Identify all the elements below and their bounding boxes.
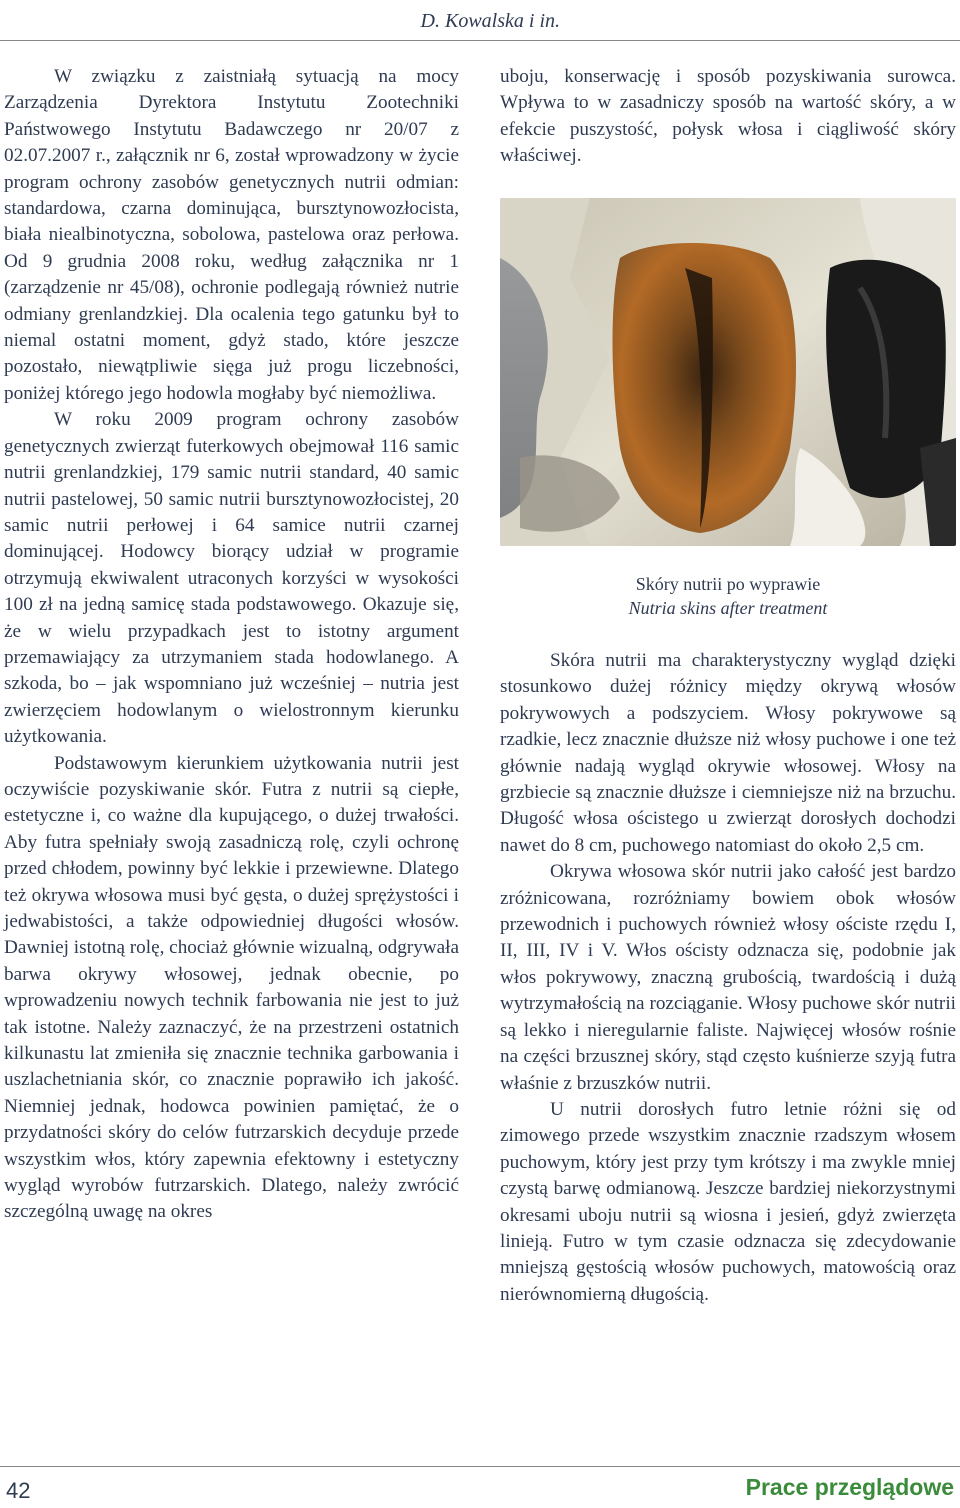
right-column-top bbox=[500, 64, 956, 170]
left-paragraph-2: W roku 2009 program ochrony zasobów genetycznych zwierząt futerkowych obejmował 116 samic nutrii grenlandzkiej, 179 samic nutrii standard, 40 samic nutrii pastelowej, 50 samic nutrii bursztynowozłocistej, 20 samic nutrii perłowej i 64 samice nutrii czarnej dominującej. Hodowcy biorący udział w programie otrzymują ekwiwalent utraconych korzyści w wysokości 100 zł na jedną samicę stada podstawowego. Okazuje się, że w wielu przypadkach jest to istotny argument przemawiający za utrzymaniem stada hodowlanego. A szkoda, bo – jak wspomniano już wcześniej – nutria jest zwierzęciem hodowlanym o wielostronnym kierunku użytkowania. bbox=[4, 409, 459, 748]
running-title: D. Kowalska i in. bbox=[420, 10, 560, 32]
page-header bbox=[0, 0, 960, 46]
footer-rule bbox=[0, 1466, 960, 1467]
right-paragraph-1: Skóra nutrii ma charakterystyczny wygląd dzięki stosunkowo dużej różnicy między okrywą włosów pokrywowych a podszyciem. Włosy pokrywowe są rzadkie, lecz znacznie dłuższe niż włosy puchowe i one też głównie nadają wygląd okrywie włosowej. Włosy na grzbiecie są znacznie dłuższe i ciemniejsze niż na brzuchu. Długość włosa ościstego u zwierząt dorosłych dochodzi nawet do 8 cm, puchowego natomiast do około 2,5 cm. bbox=[500, 650, 956, 856]
left-paragraph-3: Podstawowym kierunkiem użytkowania nutrii jest oczywiście pozyskiwanie skór. Futra z nutrii są ciepłe, estetyczne i, co ważne dla kupującego, o dużej trwałości. Aby futra spełniały swoją zasadniczą rolę, czyli ochronę przed chłodem, powinny być lekkie i przewiewne. Dlatego też okrywa włosowa musi być gęsta, o dużej sprężystości i jedwabistości, a także odpowiedniej długości włosów. Dawniej istotną rolę, chociaż głównie wizualną, odgrywała barwa okrywy włosowej, jednak obecnie, po wprowadzeniu nowych technik farbowania nie jest to już tak istotne. Należy zaznaczyć, że na przestrzeni ostatnich kilkunastu lat zmieniła się znacznie technika garbowania i uszlachetniania skór, co znacznie poprawiło ich jakość. Niemniej jednak, hodowca powinien pamiętać, że o przydatności skóry do celów futrzarskich decyduje przede wszystkim włos, który zapewnia efektowny i estetyczny wygląd wyrobów futrzarskich. Dlatego, należy zwrócić szczególną uwagę na okres bbox=[4, 752, 460, 1223]
figure-caption bbox=[500, 572, 956, 620]
page-number: 42 bbox=[6, 1478, 31, 1503]
right-top-paragraph: uboju, konserwację i sposób pozyskiwania surowca. Wpływa to w zasadniczy sposób na wartość skóry, a w efekcie puszystość, połysk włosa i ciągliwość skóry właściwej. bbox=[500, 66, 956, 167]
caption-english: Nutria skins after treatment bbox=[628, 598, 828, 618]
nutria-skins-photo bbox=[500, 198, 956, 546]
right-paragraph-3: U nutrii dorosłych futro letnie różni się od zimowego przede wszystkim znacznie rzadszym włosem puchowym, który jest przy tym krótszy i ma zwykle mniej czystą barwę odmianową. Jeszcze bardziej niekorzystnymi okresami uboju nutrii są wiosna i jesień, gdyż zwierzęta linieją. Futro w tym czasie odznacza się zdecydowanie mniejszą gęstością włosów puchowych, matowością oraz nierównomierną długością. bbox=[500, 1098, 956, 1305]
right-column-bottom bbox=[500, 648, 956, 1308]
right-paragraph-2: Okrywa włosowa skór nutrii jako całość jest bardzo zróżnicowana, rozróżniamy bowiem obok włosów przewodnich i puchowych również włosy ościste rzędu I, II, III, IV i V. Włos ościsty odznacza się, podobnie jak włos pokrywowy, znaczną grubością, twardością i dużą wytrzymałością na rozciąganie. Włosy puchowe skór nutrii są lekko i nieregularnie faliste. Najwięcej włosów rośnie na części brzusznej skóry, stąd często kuśnierze szyją futra właśnie z brzuszków nutrii. bbox=[500, 861, 956, 1094]
left-paragraph-1: W związku z zaistniałą sytuacją na mocy Zarządzenia Dyrektora Instytutu Zootechniki Państwowego Instytutu Badawczego nr 20/07 z 02.07.2007 r., załącznik nr 6, został wprowadzony w życie program ochrony zasobów genetycznych nutrii odmian: standardowa, czarna dominująca, bursztynowozłocista, biała niealbinotyczna, sobolowa, pastelowa oraz perłowa. Od 9 grudnia 2008 roku, według załącznika nr 1 (zarządzenie nr 45/08), ochronie podlegają również nutrie odmiany grenlandzkiej. Dla ocalenia tego gatunku był to niemal ostatni moment, gdyż stado, które jeszcze pozostało, niewątpliwie sięga już progu liczebności, poniżej którego jego hodowla mogłaby być niemożliwa. bbox=[4, 66, 459, 404]
section-name: Prace przeglądowe bbox=[745, 1474, 954, 1500]
caption-polish: Skóry nutrii po wyprawie bbox=[635, 574, 821, 594]
left-column bbox=[4, 64, 459, 1226]
header-rule bbox=[0, 40, 960, 41]
